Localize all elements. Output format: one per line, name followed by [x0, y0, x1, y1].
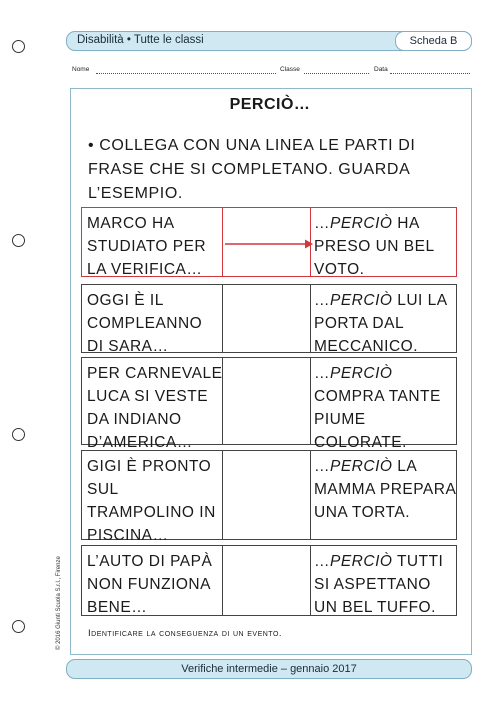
cause-text: PER CARNEVALE LUCA SI VESTE DA INDIANO D’AMERICA… [87, 365, 223, 451]
instruction-text: • COLLEGA CON UNA LINEA LE PARTI DI FRASE CHE SI COMPLETANO. GUARDA L’ESEMPIO. [88, 137, 416, 202]
column-divider [310, 546, 311, 615]
class-field[interactable] [304, 73, 369, 74]
date-label: Data [374, 66, 388, 73]
binder-hole [12, 40, 25, 53]
worksheet-tag: Scheda B [395, 31, 472, 51]
class-label: Classe [280, 66, 300, 73]
match-row [81, 545, 457, 616]
example-row [81, 207, 457, 277]
cause-text: OGGI È IL COMPLEANNO DI SARA… [87, 292, 203, 355]
page-title: PERCIÒ… [229, 96, 311, 113]
copyright-notice: © 2016 Giunti Scuola S.r.l., Firenze [56, 556, 62, 650]
cause-text: GIGI È PRONTO SUL TRAMPOLINO IN PISCINA… [87, 458, 216, 544]
consequence-text: …PERCIÒ LUI LA PORTA DAL MECCANICO. [314, 292, 447, 355]
binder-hole [12, 620, 25, 633]
name-label: Nome [72, 66, 90, 73]
cause-text: L’AUTO DI PAPÀ NON FUNZIONA BENE… [87, 553, 213, 616]
footer-bar: Verifiche intermedie – gennaio 2017 [66, 659, 472, 679]
match-row [81, 450, 457, 544]
match-row [81, 357, 457, 451]
consequence-text: …PERCIÒ TUTTI SI ASPETTANO UN BEL TUFFO. [314, 553, 444, 616]
binder-hole [12, 234, 25, 247]
student-info-fields [72, 66, 472, 78]
binder-hole [12, 428, 25, 441]
example-arrow-icon [225, 238, 313, 250]
match-row [81, 284, 457, 353]
learning-objective: Identificare la conseguenza di un evento. [88, 628, 283, 639]
column-divider [310, 451, 311, 539]
consequence-text: …PERCIÒ COMPRA TANTE PIUME COLORATE. [314, 365, 441, 451]
consequence-text: …PERCIÒ LA MAMMA PREPARA UNA TORTA. [314, 458, 456, 521]
consequence-text: …PERCIÒ HA PRESO UN BEL VOTO. [314, 215, 434, 278]
name-field[interactable] [96, 73, 276, 74]
header-bar [66, 31, 472, 51]
column-divider [310, 358, 311, 444]
column-divider [310, 285, 311, 352]
cause-text: MARCO HA STUDIATO PER LA VERIFICA… [87, 215, 207, 278]
header-title: Disabilità • Tutte le classi [77, 34, 204, 46]
date-field[interactable] [390, 73, 470, 74]
